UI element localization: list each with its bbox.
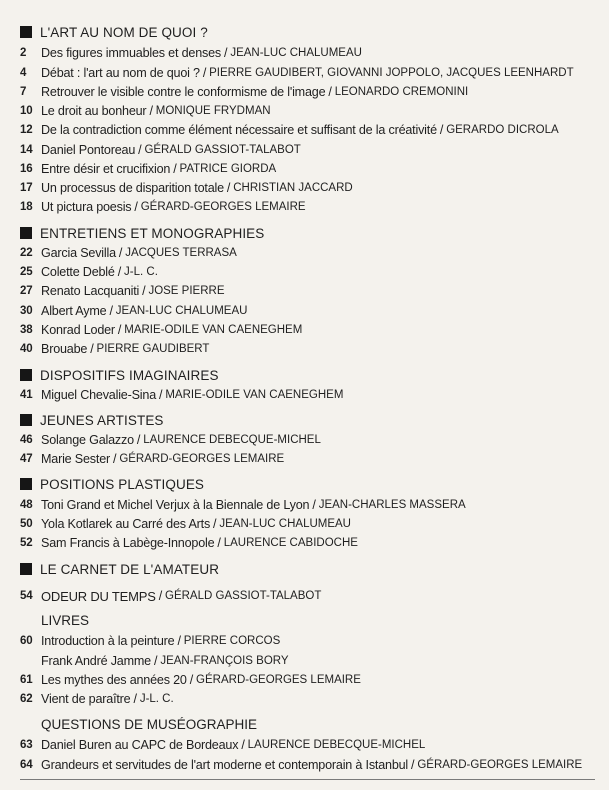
toc-entry	[20, 83, 468, 101]
entry-author: PIERRE GAUDIBERT, GIOVANNI JOPPOLO, JACQUES LEENHARDT	[209, 67, 574, 79]
section-title: L'ART AU NOM DE QUOI ?	[40, 24, 208, 40]
toc-entry	[20, 431, 321, 449]
entry-author: LEONARDO CREMONINI	[334, 86, 469, 98]
separator: /	[136, 433, 141, 447]
entry-title: Un processus de disparition totale	[41, 181, 224, 195]
entry-title: Toni Grand et Michel Verjux à la Biennale de Lyon	[41, 498, 310, 512]
page-number: 12	[20, 124, 33, 136]
entry-title: Renato Lacquaniti	[41, 284, 140, 298]
entry-title: Ut pictura poesis	[41, 200, 132, 214]
separator: /	[439, 123, 444, 137]
entry-title: Le droit au bonheur	[41, 104, 147, 118]
separator: /	[109, 304, 113, 318]
section-heading	[20, 560, 219, 578]
separator: /	[312, 498, 316, 512]
entry-title: ODEUR DU TEMPS	[41, 588, 156, 604]
square-bullet-icon	[20, 478, 32, 490]
page-number: 50	[20, 518, 33, 530]
entry-title: Albert Ayme	[41, 304, 107, 318]
square-bullet-icon	[20, 369, 32, 381]
toc-entry	[20, 534, 358, 552]
separator: /	[134, 200, 138, 214]
entry-title: Grandeurs et servitudes de l'art moderne et contemporain à Istanbul	[41, 758, 409, 772]
entry-title: Daniel Buren au CAPC de Bordeaux	[41, 738, 239, 752]
entry-title: Brouabe	[41, 342, 88, 356]
section-heading	[20, 411, 164, 429]
entry-author: JEAN-FRANÇOIS BORY	[160, 655, 289, 667]
entry-title: Daniel Pontoreau	[41, 143, 136, 157]
page-number: 64	[20, 759, 33, 771]
entry-author: GÉRARD-GEORGES LEMAIRE	[196, 674, 361, 686]
page-number: 41	[20, 389, 33, 401]
entry-author: GÉRARD-GEORGES LEMAIRE	[119, 453, 285, 465]
toc-entry	[20, 64, 574, 82]
separator: /	[202, 66, 207, 80]
toc-entry	[20, 244, 237, 262]
toc-entry	[20, 302, 247, 320]
entry-title: Marie Sester	[41, 452, 110, 466]
separator: /	[117, 265, 122, 279]
entry-author: GÉRALD GASSIOT-TALABOT	[165, 590, 322, 602]
entry-title: Sam Francis à Labège-Innopole	[41, 536, 215, 550]
entry-title: Solange Galazzo	[41, 433, 134, 447]
entry-author: GERARDO DICROLA	[446, 124, 559, 136]
toc-entry	[20, 632, 280, 650]
entry-title: Konrad Loder	[41, 323, 115, 337]
entry-title: Introduction à la peinture	[41, 634, 175, 648]
entry-title: De la contradiction comme élément nécessaire et suffisant de la créativité	[41, 123, 437, 137]
entry-author: CHRISTIAN JACCARD	[233, 182, 353, 194]
square-bullet-icon	[20, 227, 32, 239]
entry-author: LAURENCE DEBECQUE-MICHEL	[143, 434, 321, 446]
toc-entry	[20, 160, 276, 178]
page-number: 54	[20, 590, 33, 602]
entry-title: Retrouver le visible contre le conformisme de l'image	[41, 85, 326, 99]
separator: /	[159, 388, 163, 402]
separator: /	[411, 758, 415, 772]
entry-author: JEAN-CHARLES MASSERA	[318, 499, 466, 511]
toc-entry	[20, 386, 343, 404]
separator: /	[177, 634, 181, 648]
toc-entry	[20, 282, 225, 300]
entry-title: Des figures immuables et denses	[41, 46, 221, 60]
toc-entry	[20, 587, 321, 605]
entry-author: JOSE PIERRE	[148, 285, 225, 297]
entry-author: PATRICE GIORDA	[179, 163, 277, 175]
entry-title: Yola Kotlarek au Carré des Arts	[41, 517, 211, 531]
toc-entry	[20, 141, 301, 159]
section-heading	[20, 23, 208, 41]
page-number: 61	[20, 674, 33, 686]
entry-title: Garcia Sevilla	[41, 246, 116, 260]
page-number: 7	[20, 86, 27, 98]
page-number: 10	[20, 105, 33, 117]
subsection-heading: LIVRES	[41, 612, 90, 628]
separator: /	[138, 143, 142, 157]
entry-author: JEAN-LUC CHALUMEAU	[219, 518, 351, 530]
entry-title: Débat : l'art au nom de quoi ?	[41, 66, 200, 80]
section-title: JEUNES ARTISTES	[40, 412, 164, 428]
section-title: DISPOSITIFS IMAGINAIRES	[40, 367, 219, 383]
separator: /	[224, 46, 228, 60]
entry-author: PIERRE GAUDIBERT	[96, 343, 210, 355]
separator: /	[226, 181, 231, 195]
toc-entry	[20, 756, 582, 774]
entry-author: MARIE-ODILE VAN CAENEGHEM	[124, 324, 303, 336]
page-number: 38	[20, 324, 33, 336]
section-heading	[20, 366, 219, 384]
entry-author: JACQUES TERRASA	[125, 247, 237, 259]
entry-title: Colette Deblé	[41, 265, 115, 279]
section-title: POSITIONS PLASTIQUES	[40, 476, 205, 492]
toc-entry	[20, 121, 559, 139]
page-number: 16	[20, 163, 33, 175]
page-number: 62	[20, 693, 33, 705]
entry-author: GÉRARD-GEORGES LEMAIRE	[417, 759, 583, 771]
page-number: 52	[20, 537, 33, 549]
entry-author: PIERRE CORCOS	[183, 635, 281, 647]
entry-author: GÉRARD-GEORGES LEMAIRE	[140, 201, 306, 213]
page-number: 4	[20, 67, 27, 79]
separator: /	[133, 692, 137, 706]
page-number: 46	[20, 434, 33, 446]
separator: /	[142, 284, 146, 298]
subsection-heading: QUESTIONS DE MUSÉOGRAPHIE	[41, 716, 258, 732]
toc-entry	[20, 321, 302, 339]
page-number: 27	[20, 285, 33, 297]
separator: /	[90, 342, 94, 356]
page-number: 48	[20, 499, 33, 511]
separator: /	[328, 85, 332, 99]
page-number: 60	[20, 635, 33, 647]
entry-author: MARIE-ODILE VAN CAENEGHEM	[165, 389, 344, 401]
section-heading	[20, 224, 264, 242]
entry-title: Entre désir et crucifixion	[41, 162, 171, 176]
toc-entry	[20, 496, 466, 514]
separator: /	[217, 536, 221, 550]
entry-author: MONIQUE FRYDMAN	[155, 105, 271, 117]
entry-author: GÉRALD GASSIOT-TALABOT	[144, 144, 301, 156]
entry-author: LAURENCE DEBECQUE-MICHEL	[247, 739, 426, 751]
entry-title: Miguel Chevalie-Sina	[41, 388, 157, 402]
entry-author: J-L. C.	[124, 266, 158, 278]
page-number: 63	[20, 739, 33, 751]
separator: /	[113, 452, 117, 466]
toc-entry	[20, 179, 353, 197]
bottom-divider	[20, 779, 595, 780]
entry-author: J-L. C.	[139, 693, 174, 705]
page-number: 30	[20, 305, 33, 317]
toc-entry	[20, 102, 271, 120]
section-title: LE CARNET DE L'AMATEUR	[40, 561, 220, 577]
section-heading	[20, 475, 204, 493]
separator: /	[154, 654, 158, 668]
separator: /	[149, 104, 153, 118]
square-bullet-icon	[20, 26, 32, 38]
section-title: ENTRETIENS ET MONOGRAPHIES	[40, 225, 265, 241]
separator: /	[117, 323, 122, 337]
separator: /	[213, 517, 217, 531]
page-number: 17	[20, 182, 33, 194]
separator: /	[118, 246, 123, 260]
toc-entry	[20, 198, 306, 216]
separator: /	[158, 589, 163, 603]
entry-author: JEAN-LUC CHALUMEAU	[115, 305, 248, 317]
square-bullet-icon	[20, 563, 32, 575]
page-number: 22	[20, 247, 33, 259]
toc-entry	[20, 671, 361, 689]
page-number: 18	[20, 201, 33, 213]
separator: /	[189, 673, 194, 687]
page-number: 2	[20, 47, 27, 59]
toc-entry	[20, 44, 362, 62]
page-number: 25	[20, 266, 33, 278]
entry-title: Vient de paraître	[41, 692, 131, 706]
toc-entry	[20, 263, 158, 281]
toc-entry	[20, 736, 425, 754]
toc-entry	[20, 515, 351, 533]
entry-title: Frank André Jamme	[41, 654, 151, 668]
toc-entry	[20, 450, 284, 468]
toc-entry	[20, 690, 174, 708]
toc-entry	[20, 340, 209, 358]
separator: /	[173, 162, 177, 176]
page-number: 40	[20, 343, 33, 355]
toc-entry	[20, 652, 289, 670]
entry-title: Les mythes des années 20	[41, 673, 187, 687]
square-bullet-icon	[20, 414, 32, 426]
entry-author: LAURENCE CABIDOCHE	[223, 537, 358, 549]
page-number: 47	[20, 453, 33, 465]
page-number: 14	[20, 144, 33, 156]
separator: /	[241, 738, 245, 752]
entry-author: JEAN-LUC CHALUMEAU	[230, 47, 362, 59]
